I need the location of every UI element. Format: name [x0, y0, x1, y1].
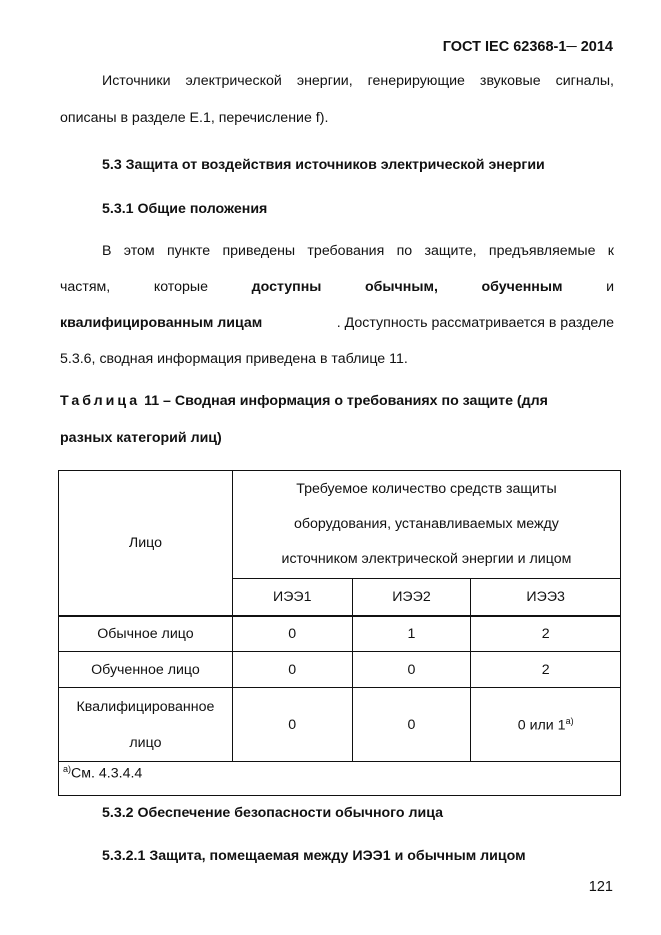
- paragraph-line: 5.3.6, сводная информация приведена в таблице 11.: [60, 351, 408, 367]
- table-caption-line2: разных категорий лиц): [60, 430, 222, 446]
- paragraph-line: [60, 315, 614, 331]
- word: которые: [153, 279, 208, 295]
- section-heading-5-3: 5.3 Защита от воздействия источников электрической энергии: [102, 157, 545, 173]
- cell-value: 0 или 1$^{a)}$: [471, 688, 621, 762]
- header-required-count: Требуемое количество средств защиты оборудования, устанавливаемых между источником электрической энергии и лицом: [232, 471, 620, 579]
- word: и: [606, 279, 614, 295]
- protection-requirements-table: [58, 470, 621, 796]
- cell-person: Обычное лицо: [59, 616, 233, 652]
- footnote-ref: a): [565, 715, 574, 726]
- section-heading-5-3-1: 5.3.1 Общие положения: [102, 201, 268, 217]
- paragraph-line: В этом пункте приведены требования по защите, предъявляемые к: [102, 243, 614, 259]
- subheader-iee1: ИЭЭ1: [232, 579, 352, 616]
- document-header: ГОСТ IEC 62368-1─ 2014: [442, 39, 613, 55]
- bold-term: квалифицированным лицам: [60, 315, 263, 331]
- table-footnote-row: [59, 762, 621, 796]
- paragraph-line: [60, 279, 614, 295]
- table-row: [59, 688, 621, 762]
- cell-value: 0: [352, 652, 471, 688]
- word: частям,: [60, 279, 111, 295]
- header-person: Лицо: [59, 471, 233, 616]
- cell-value: 0: [232, 652, 352, 688]
- paragraph-line: описаны в разделе Е.1, перечисление f).: [60, 110, 329, 126]
- table-footnote: $^{a)}$См. 4.3.4.4: [59, 762, 621, 796]
- table-caption-label: Таблица: [60, 393, 141, 409]
- paragraph-line: Источники электрической энергии, генерирующие звуковые сигналы,: [102, 73, 614, 89]
- cell-value: 0: [352, 688, 471, 762]
- cell-person: Квалифицированное лицо: [59, 688, 233, 762]
- table-row: [59, 652, 621, 688]
- text: . Доступность рассматривается в разделе: [336, 315, 614, 331]
- table-caption-text: 11 – Сводная информация о требованиях по защите (для: [140, 393, 548, 409]
- section-heading-5-3-2: 5.3.2 Обеспечение безопасности обычного лица: [102, 805, 444, 821]
- word: обычным,: [364, 279, 438, 295]
- cell-value: 2: [471, 652, 621, 688]
- cell-value: 1: [352, 616, 471, 652]
- subheader-iee3: ИЭЭ3: [471, 579, 621, 616]
- cell-value: 2: [471, 616, 621, 652]
- table-row: [59, 616, 621, 652]
- word: доступны: [251, 279, 322, 295]
- cell-value: 0: [232, 616, 352, 652]
- cell-person: Обученное лицо: [59, 652, 233, 688]
- cell-value: 0: [232, 688, 352, 762]
- page-number: 121: [588, 879, 613, 895]
- section-heading-5-3-2-1: 5.3.2.1 Защита, помещаемая между ИЭЭ1 и обычным лицом: [102, 848, 526, 864]
- table-caption: [60, 393, 614, 409]
- subheader-iee2: ИЭЭ2: [352, 579, 471, 616]
- word: обученным: [481, 279, 563, 295]
